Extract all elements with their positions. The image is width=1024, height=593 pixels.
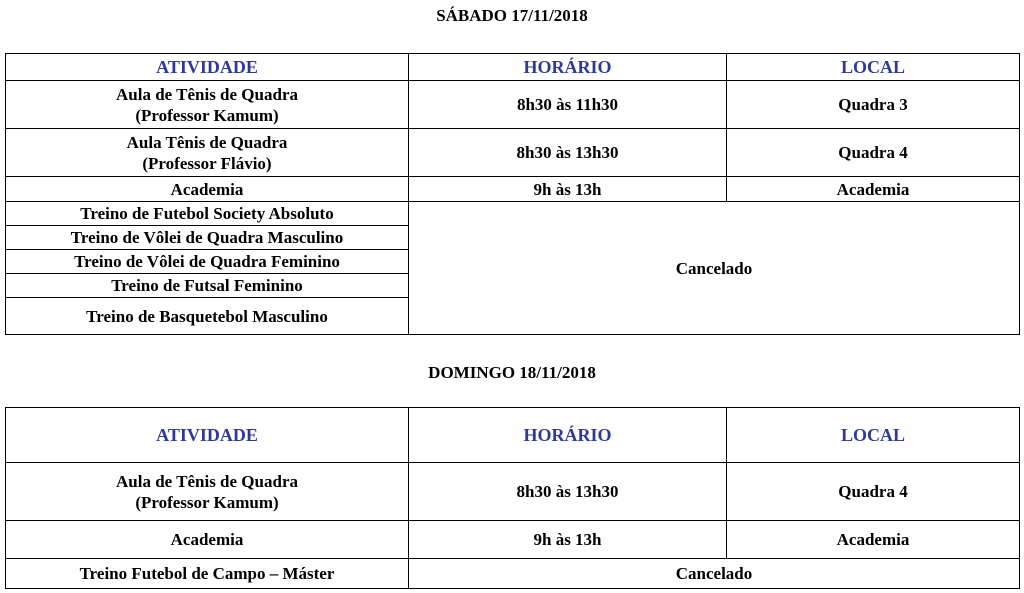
activity-instructor: (Professor Kamum)	[135, 105, 279, 125]
activity-cell: Academia	[6, 177, 409, 202]
activity-cell: Academia	[6, 521, 409, 559]
sunday-schedule-table	[5, 407, 1020, 589]
sunday-title: DOMINGO 18/11/2018	[428, 363, 596, 382]
activity-instructor: (Professor Kamum)	[135, 492, 279, 512]
table-row	[6, 202, 1020, 226]
table-row	[6, 81, 1020, 129]
cancelled-activity-cell: Treino de Vôlei de Quadra Masculino	[6, 226, 409, 250]
place-cell: Quadra 4	[727, 129, 1020, 177]
time-cell: 9h às 13h	[409, 521, 727, 559]
table-row	[6, 177, 1020, 202]
header-time: HORÁRIO	[409, 408, 727, 463]
activity-name: Aula Tênis de Quadra	[126, 132, 288, 152]
place-cell: Academia	[727, 177, 1020, 202]
cancelled-activity-cell: Treino de Futebol Society Absoluto	[6, 202, 409, 226]
place-cell: Quadra 3	[727, 81, 1020, 129]
time-cell: 9h às 13h	[409, 177, 727, 202]
table-row	[6, 559, 1020, 589]
header-activity: ATIVIDADE	[6, 54, 409, 81]
time-cell: 8h30 às 13h30	[409, 463, 727, 521]
cancelled-status-cell: Cancelado	[409, 202, 1020, 335]
place-cell: Academia	[727, 521, 1020, 559]
cancelled-activity-cell: Treino de Futsal Feminino	[6, 274, 409, 298]
saturday-schedule-table	[5, 53, 1020, 335]
table-header-row	[6, 408, 1020, 463]
header-activity: ATIVIDADE	[6, 408, 409, 463]
header-place: LOCAL	[727, 408, 1020, 463]
activity-cell	[6, 129, 409, 177]
cancelled-activity-cell: Treino de Basquetebol Masculino	[6, 298, 409, 335]
table-row	[6, 129, 1020, 177]
activity-name: Aula de Tênis de Quadra	[115, 84, 298, 104]
activity-cell: Treino Futebol de Campo – Máster	[6, 559, 409, 589]
time-cell: 8h30 às 11h30	[409, 81, 727, 129]
activity-cell	[6, 463, 409, 521]
header-time: HORÁRIO	[409, 54, 727, 81]
time-cell: 8h30 às 13h30	[409, 129, 727, 177]
header-place: LOCAL	[727, 54, 1020, 81]
table-row	[6, 463, 1020, 521]
saturday-title: SÁBADO 17/11/2018	[436, 6, 588, 25]
table-header-row	[6, 54, 1020, 81]
cancelled-activity-cell: Treino de Vôlei de Quadra Feminino	[6, 250, 409, 274]
activity-cell	[6, 81, 409, 129]
cancelled-status-cell: Cancelado	[409, 559, 1020, 589]
activity-name: Aula de Tênis de Quadra	[115, 471, 298, 491]
activity-instructor: (Professor Flávio)	[142, 153, 272, 173]
table-row	[6, 521, 1020, 559]
place-cell: Quadra 4	[727, 463, 1020, 521]
